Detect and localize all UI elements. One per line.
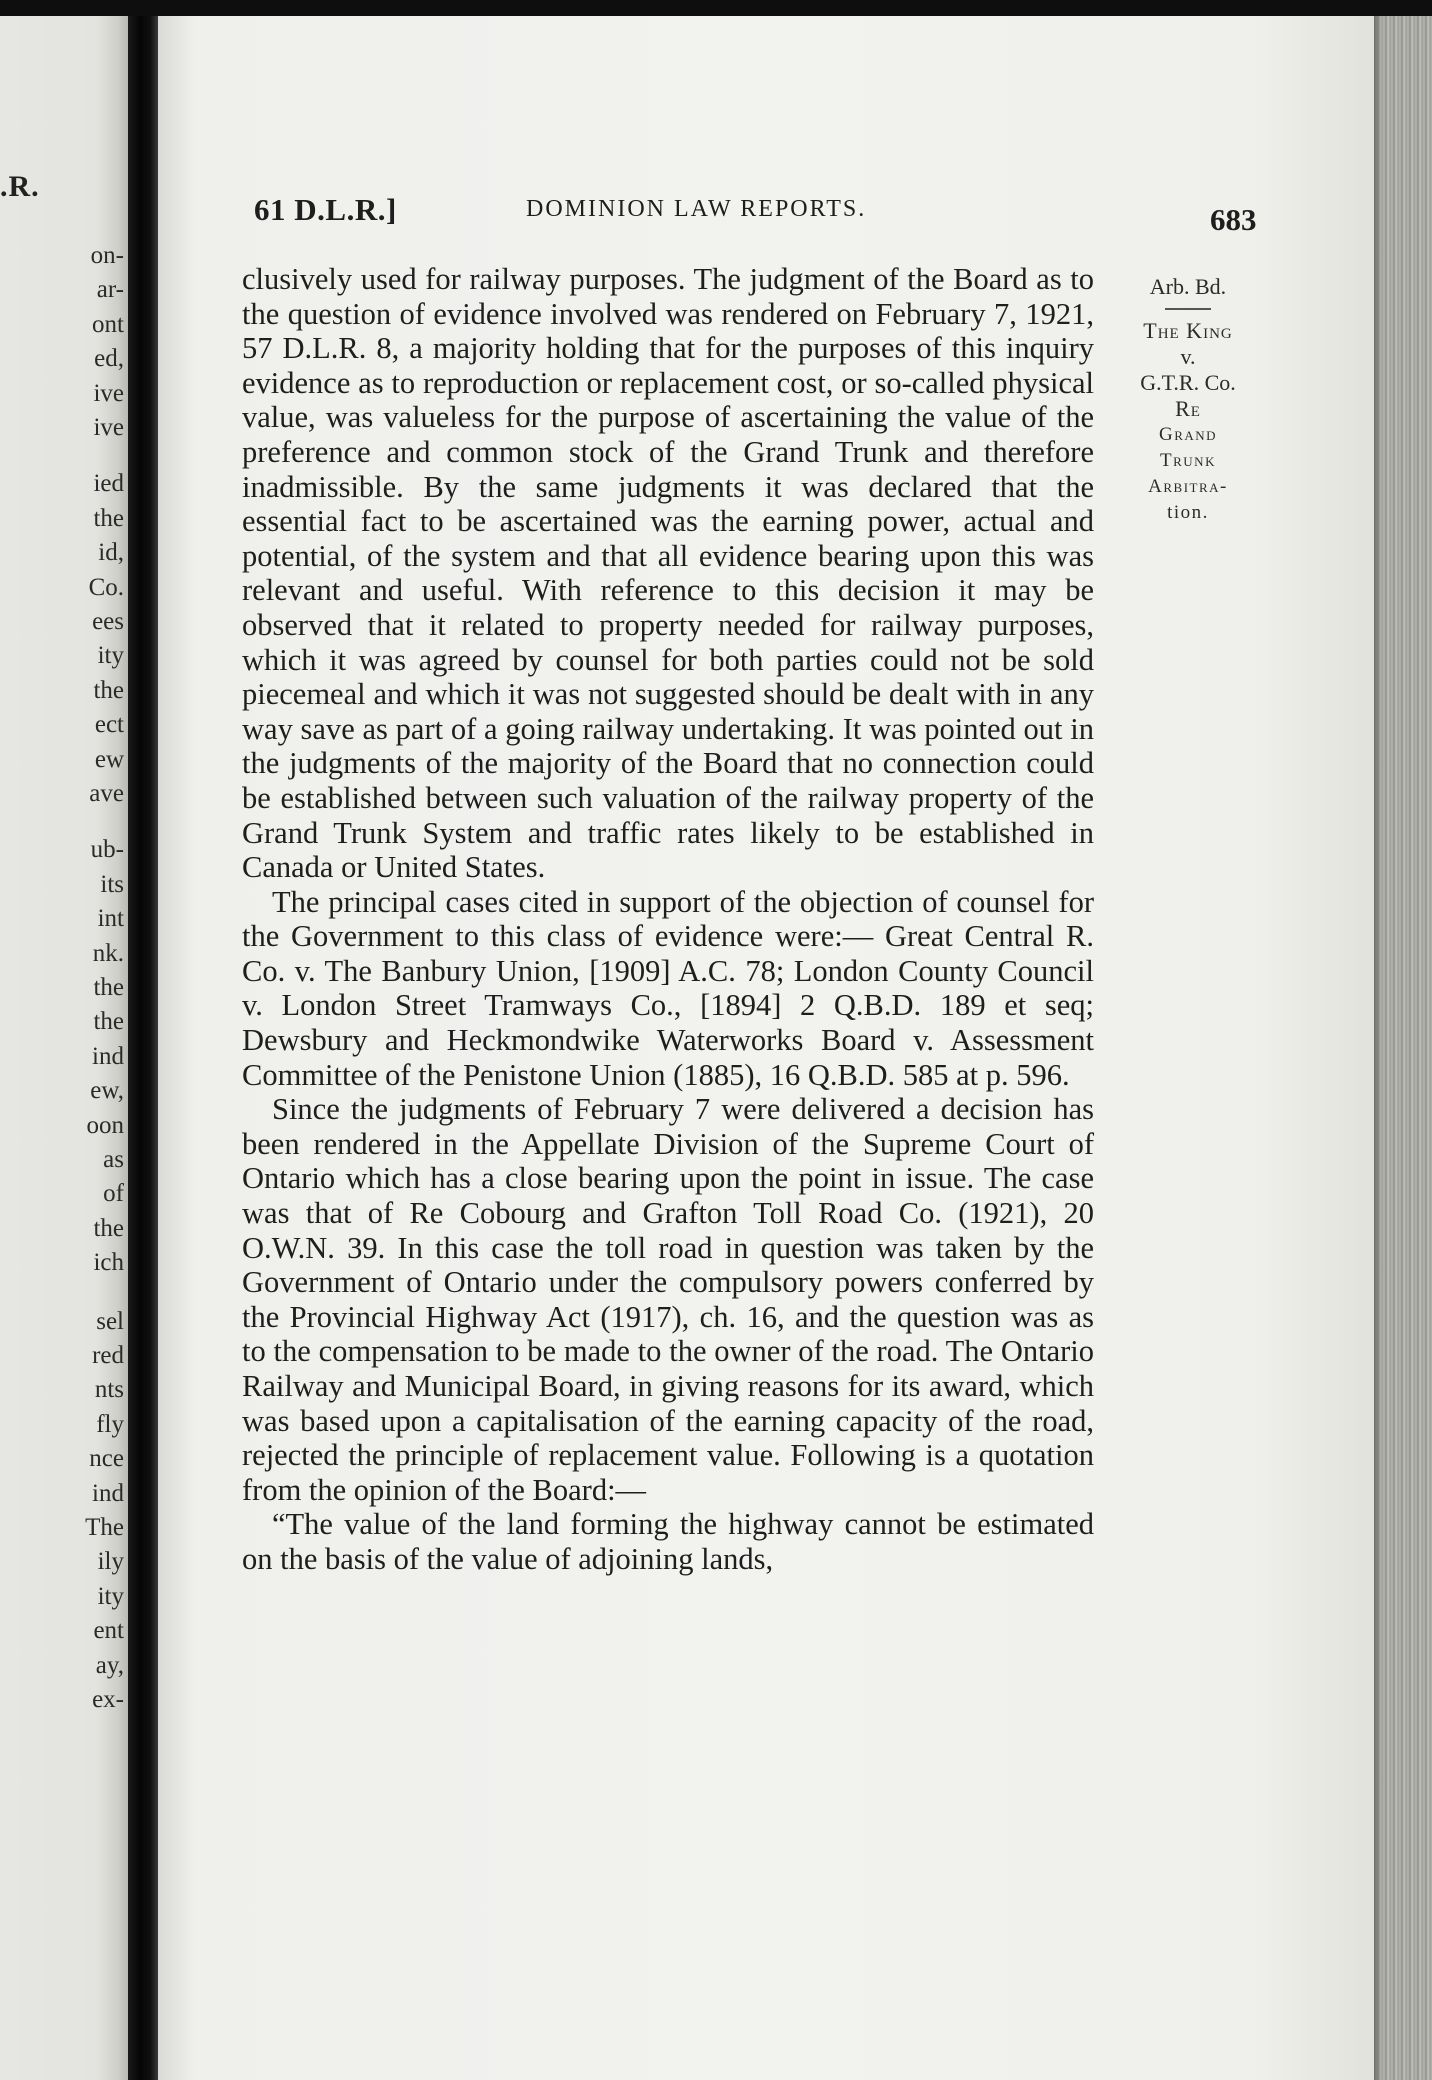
facing-page-fragment: the bbox=[93, 1008, 124, 1036]
case-title-line: Trunk bbox=[1160, 450, 1216, 471]
facing-page-fragment: ew bbox=[94, 745, 124, 773]
journal-title: DOMINION LAW REPORTS. bbox=[526, 196, 867, 222]
facing-page-fragment: ex- bbox=[92, 1686, 124, 1713]
page-number: 683 bbox=[1210, 202, 1257, 237]
facing-page-fragment: ity bbox=[97, 1582, 124, 1610]
book-gutter bbox=[128, 16, 158, 2080]
facing-page-fragment: ees bbox=[92, 608, 124, 635]
facing-page-fragment: the bbox=[93, 974, 124, 1001]
facing-page-fragment: red bbox=[92, 1342, 124, 1369]
facing-page-edge bbox=[0, 16, 128, 2080]
paragraph: “The value of the land forming the highway cannot be estimated on the basis of the value of adjoining lands, bbox=[242, 1507, 1094, 1576]
facing-page-fragment: ar- bbox=[96, 276, 124, 304]
scan-top-border bbox=[0, 0, 1432, 16]
facing-page-fragment: its bbox=[100, 870, 124, 898]
facing-page-fragment: oon bbox=[86, 1111, 124, 1139]
facing-page-fragment: the bbox=[93, 676, 124, 704]
facing-page-fragment: of bbox=[103, 1180, 124, 1208]
marginal-divider bbox=[1165, 308, 1211, 310]
facing-page-fragment: fly bbox=[96, 1410, 124, 1438]
facing-page-fragment: ive bbox=[93, 414, 124, 441]
facing-page-fragment: ew, bbox=[90, 1077, 124, 1105]
facing-page-fragment: Co. bbox=[88, 573, 124, 601]
facing-page-fragment: ity bbox=[97, 642, 124, 670]
facing-page-fragment: nce bbox=[89, 1445, 124, 1473]
paragraph: clusively used for railway purposes. The judgment of the Board as to the question of evidence involved was rendered on February 7, 1921, 57 D.L.R. 8, a majority holding that for the purposes of this inquiry evidence as to reproduction or replacement cost, or so-called physical value, was valueless for the purpose of ascertaining the value of the preference and common stock of the Grand Trunk and therefore inadmissible. By the same judgments it was declared that the essential fact to be ascertained was the earning power, actual and potential, of the system and that all evidence bearing upon this was relevant and useful. With reference to this decision it may be observed that it related to property needed for railway purposes, which it was agreed by counsel for both parties could not be sold piecemeal and which it was not suggested should be dealt with in any way save as part of a going railway undertaking. It was pointed out in the judgments of the majority of the Board that no connection could be established between such valuation of the railway property of the Grand Trunk System and traffic rates likely to be established in Canada or United States. bbox=[242, 262, 1094, 885]
facing-page-fragment: nk. bbox=[92, 939, 124, 967]
facing-page-fragment: as bbox=[103, 1146, 124, 1173]
facing-page-fragment: ub- bbox=[90, 836, 124, 864]
case-title-line: The King bbox=[1143, 318, 1233, 343]
facing-page-fragment: ich bbox=[93, 1249, 124, 1277]
body-text bbox=[242, 262, 1094, 1577]
facing-page-fragment: ed, bbox=[94, 345, 124, 373]
facing-page-fragment: on- bbox=[90, 242, 124, 269]
facing-page-fragment: nts bbox=[94, 1376, 124, 1404]
case-title-line: G.T.R. Co. bbox=[1140, 370, 1236, 395]
facing-page-fragment: ily bbox=[97, 1548, 124, 1576]
facing-page-fragment: sel bbox=[96, 1307, 124, 1335]
facing-page-fragment: ind bbox=[92, 1479, 124, 1507]
case-title-line: Re bbox=[1175, 396, 1201, 421]
case-title-line: v. bbox=[1180, 344, 1196, 369]
book-page bbox=[158, 16, 1374, 2080]
paragraph: The principal cases cited in support of the objection of counsel for the Government to this class of evidence were:— Great Central R. Co. v. The Banbury Union, [1909] A.C. 78; London County Council v. London Street Tramways Co., [1894] 2 Q.B.D. 189 et seq; Dewsbury and Heckmondwike Waterworks Board v. Assessment Committee of the Penistone Union (1885), 16 Q.B.D. 585 at p. 596. bbox=[242, 884, 1094, 1092]
facing-page-fragment: ent bbox=[93, 1617, 124, 1645]
facing-page-fragment: ont bbox=[92, 310, 124, 338]
facing-page-fragment: The bbox=[85, 1514, 124, 1541]
facing-page-fragment: ied bbox=[93, 470, 124, 498]
running-header bbox=[158, 192, 1374, 242]
case-title-line: Grand bbox=[1158, 424, 1218, 445]
facing-page-fragment: ive bbox=[93, 379, 124, 407]
facing-page-header: .R. bbox=[0, 170, 40, 203]
facing-page-fragment: the bbox=[93, 1214, 124, 1242]
facing-page-fragment: ay, bbox=[95, 1651, 124, 1679]
paragraph: Since the judgments of February 7 were delivered a decision has been rendered in the Appellate Division of the Supreme Court of Ontario which has a close bearing upon the point in issue. The case was that of Re Cobourg and Grafton Toll Road Co. (1921), 20 O.W.N. 39. In this case the toll road in question was taken by the Government of Ontario under the compulsory powers conferred by the Provincial Highway Act (1917), ch. 16, and the question was as to the compensation to be made to the owner of the road. The Ontario Railway and Municipal Board, in giving reasons for its award, which was based upon a capitalisation of the earning capacity of the road, rejected the principle of replacement value. Following is a quotation from the opinion of the Board:— bbox=[242, 1092, 1094, 1507]
facing-page-fragment: ave bbox=[89, 780, 124, 807]
facing-page-fragment: ect bbox=[94, 711, 124, 739]
court-abbreviation: Arb. Bd. bbox=[1149, 274, 1227, 299]
facing-page-fragment: the bbox=[93, 504, 124, 532]
case-title-line: tion. bbox=[1167, 502, 1209, 523]
facing-page-fragment: id, bbox=[98, 539, 124, 567]
page-edges bbox=[1374, 16, 1432, 2080]
marginal-note bbox=[1118, 274, 1258, 526]
case-title-line: Arbitra- bbox=[1148, 476, 1228, 497]
facing-page-fragment: int bbox=[97, 905, 124, 933]
facing-page-fragment: ind bbox=[92, 1042, 124, 1070]
volume-reference: 61 D.L.R.] bbox=[254, 192, 397, 227]
